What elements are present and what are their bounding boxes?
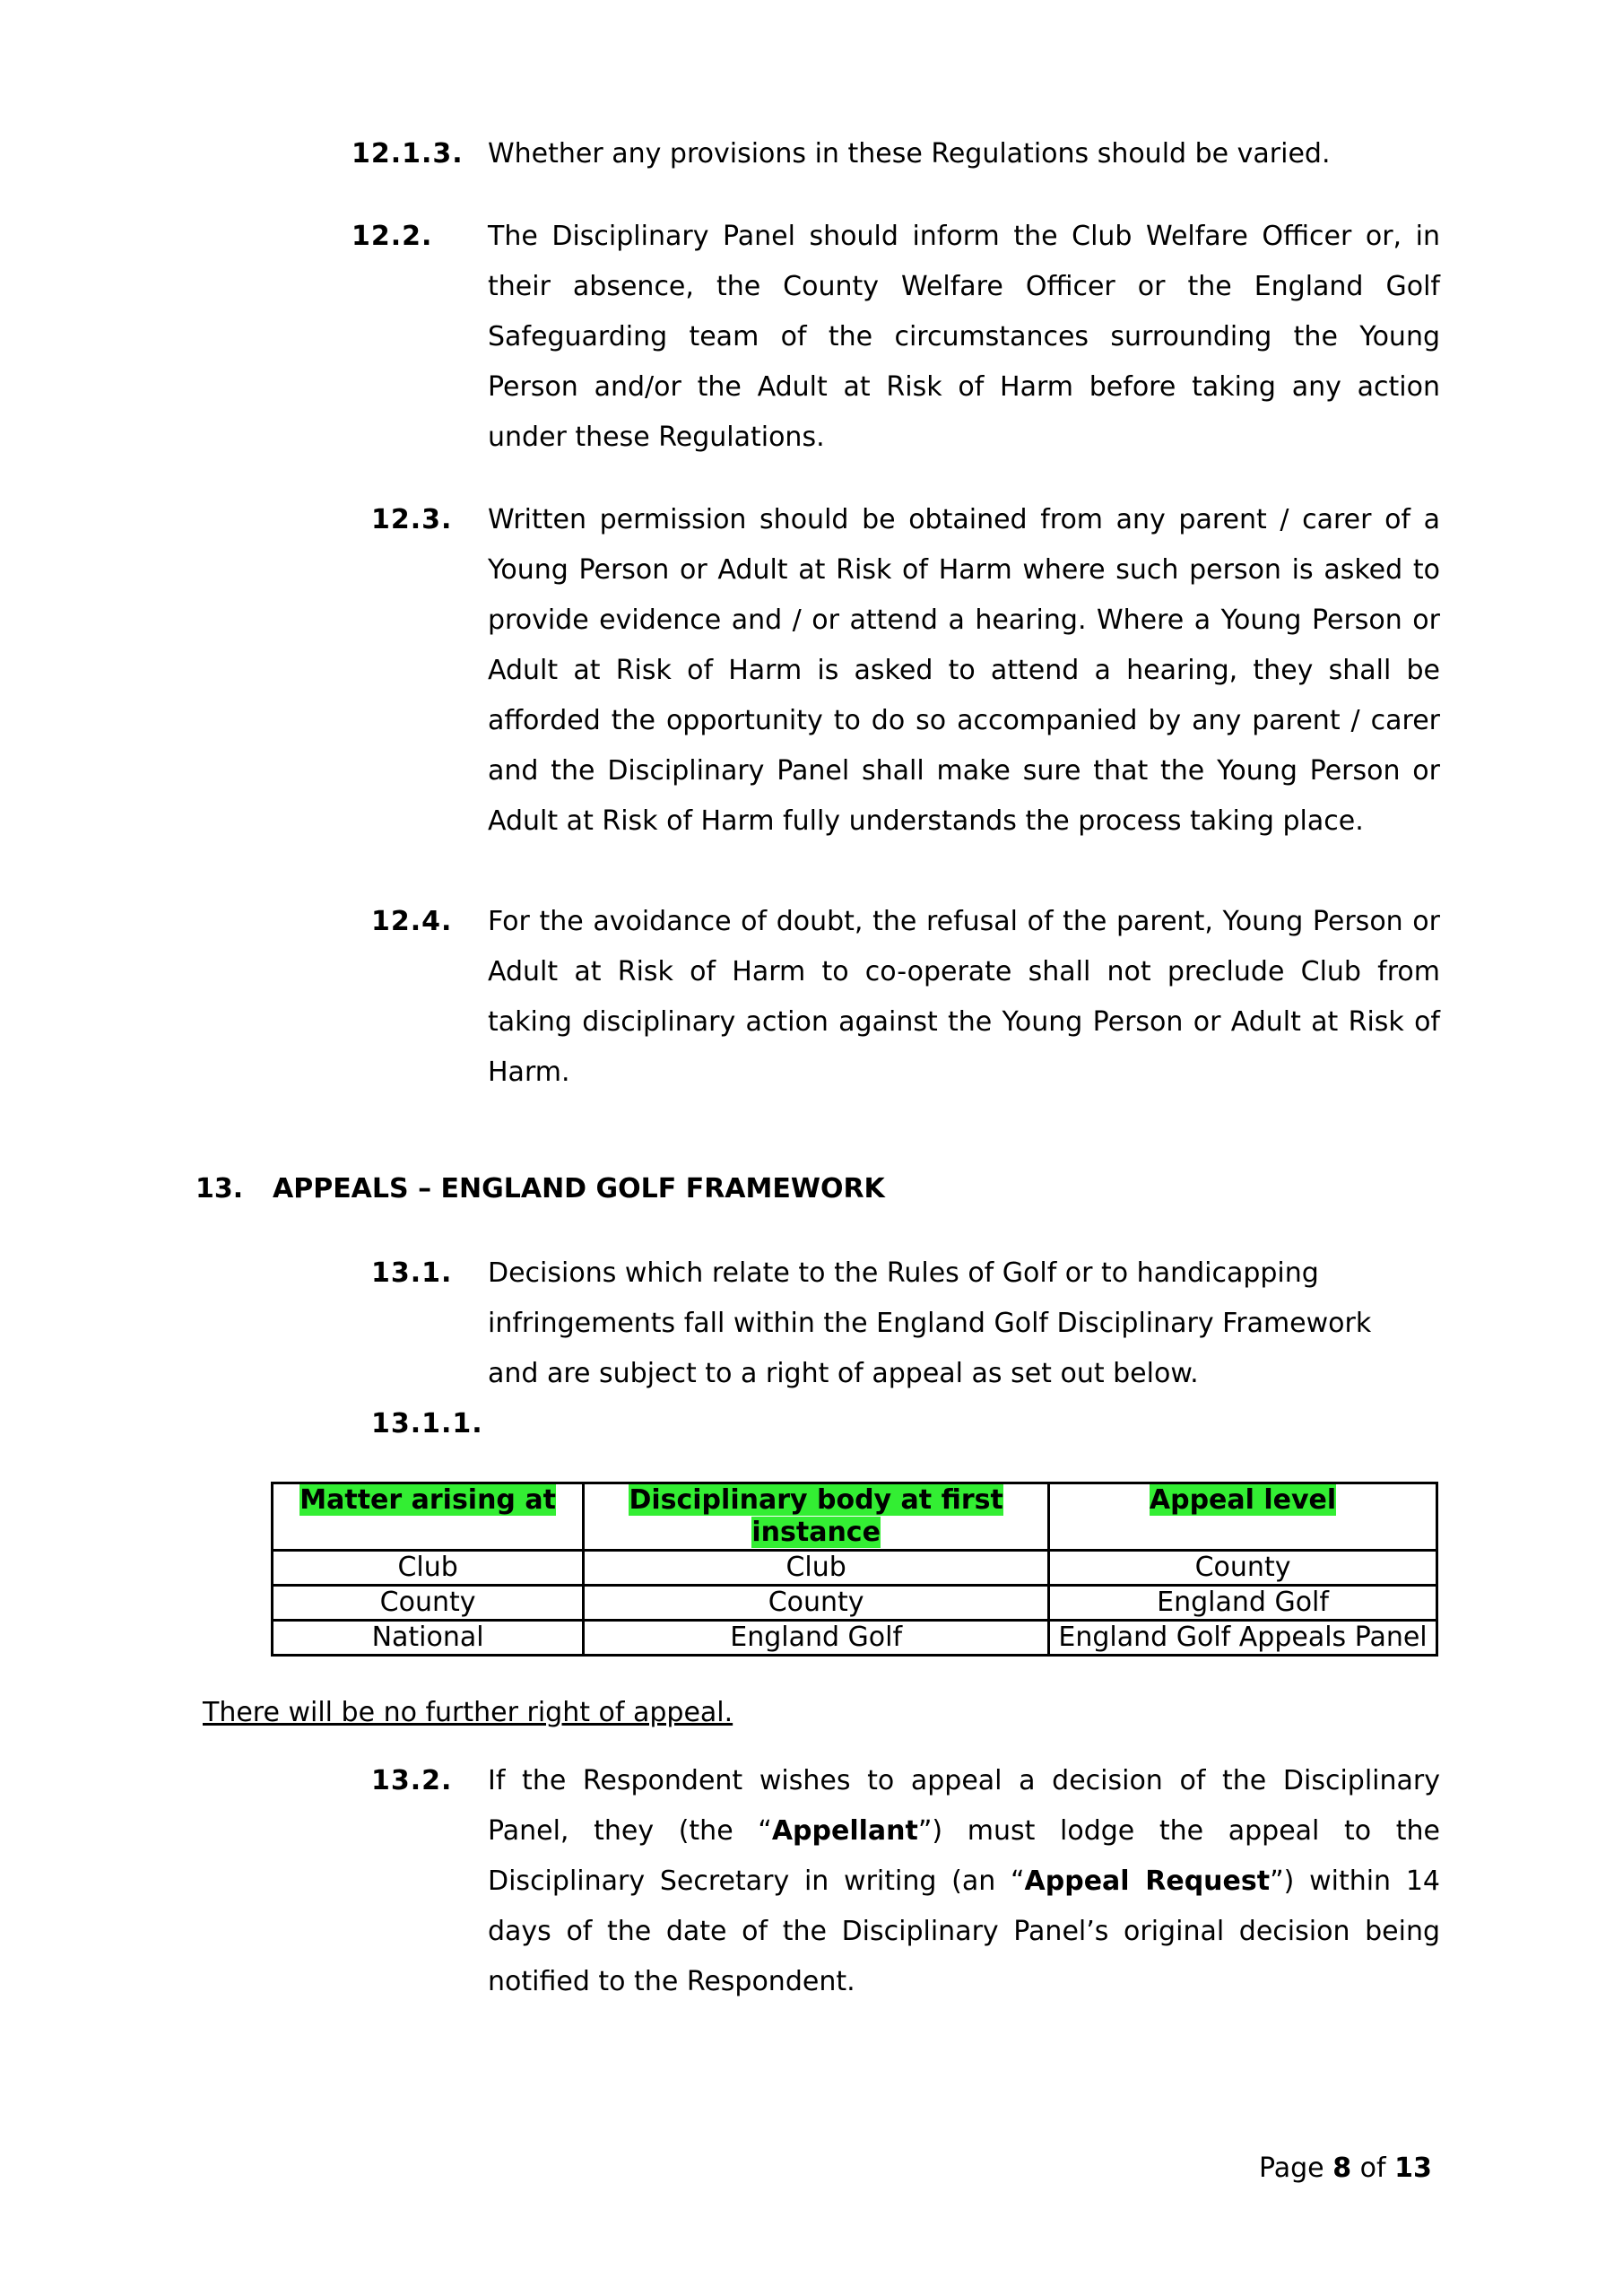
appeals-table xyxy=(271,1482,1438,1657)
table-cell: England Golf Appeals Panel xyxy=(1049,1621,1437,1656)
highlighted-text: Matter arising at xyxy=(299,1484,556,1516)
table-cell: County xyxy=(1049,1551,1437,1586)
table-cell: County xyxy=(584,1586,1049,1621)
clause-number: 12.3. xyxy=(371,504,453,535)
defined-term: Appeal Request xyxy=(1024,1866,1271,1897)
table-header-row xyxy=(273,1483,1437,1551)
clause-number: 13.1. xyxy=(371,1257,453,1289)
table-cell: Club xyxy=(584,1551,1049,1586)
clause-text: Written permission should be obtained from any parent / carer of a Young Person or Adult at Risk of Harm where such person is asked to provide evidence and / or attend a hearing. Where a Young Person or Adult at Risk of Harm is asked to attend a hearing, they shall be afforded the opportunity to do so accompanied by any parent / carer and the Disciplinary Panel shall make sure that the Young Person or Adult at Risk of Harm fully understands the process taking place. xyxy=(488,504,1440,837)
table-header xyxy=(584,1483,1049,1551)
appeal-note: There will be no further right of appeal. xyxy=(203,1697,733,1728)
section-heading: APPEALS – ENGLAND GOLF FRAMEWORK xyxy=(273,1173,885,1205)
clause-number: 13.1.1. xyxy=(371,1408,483,1439)
table-row xyxy=(273,1621,1437,1656)
table-cell: County xyxy=(273,1586,584,1621)
table-cell: England Golf xyxy=(584,1621,1049,1656)
table-header xyxy=(273,1483,584,1551)
clause-text: For the avoidance of doubt, the refusal of the parent, Young Person or Adult at Risk of Harm to co-operate shall not preclude Club from taking disciplinary action against the Young Person or Adult at Risk of Harm. xyxy=(488,906,1440,1088)
page-number: Page 8 of 13 xyxy=(1259,2152,1432,2184)
table-cell: National xyxy=(273,1621,584,1656)
table-row xyxy=(273,1551,1437,1586)
defined-term: Appellant xyxy=(771,1815,918,1847)
table-cell: England Golf xyxy=(1049,1586,1437,1621)
table-row xyxy=(273,1586,1437,1621)
clause-text: Decisions which relate to the Rules of Golf or to handicapping infringements fall within the England Golf Disciplinary Framework and are subject to a right of appeal as set out below. xyxy=(488,1257,1372,1389)
clause-number: 12.2. xyxy=(352,221,433,252)
highlighted-text: Disciplinary body at first instance xyxy=(629,1484,1003,1548)
highlighted-text: Appeal level xyxy=(1149,1484,1337,1516)
clause-number: 13.2. xyxy=(371,1765,453,1796)
clause-text: Whether any provisions in these Regulations should be varied. xyxy=(488,138,1331,170)
clause-number: 12.1.3. xyxy=(352,138,464,170)
clause-number: 12.4. xyxy=(371,906,453,937)
table-cell: Club xyxy=(273,1551,584,1586)
table-header xyxy=(1049,1483,1437,1551)
section-number: 13. xyxy=(195,1173,244,1205)
clause-text: If the Respondent wishes to appeal a decision of the Disciplinary Panel, they (the “Appellant”) must lodge the appeal to the Disciplinary Secretary in writing (an “Appeal Request”) within 14 days of the date of the Disciplinary Panel’s original decision being notified to the Respondent. xyxy=(488,1765,1441,1997)
clause-text: The Disciplinary Panel should inform the Club Welfare Officer or, in their absence, the County Welfare Officer or the England Golf Safeguarding team of the circumstances surrounding the Young Person and/or the Adult at Risk of Harm before taking any action under these Regulations. xyxy=(488,221,1440,453)
